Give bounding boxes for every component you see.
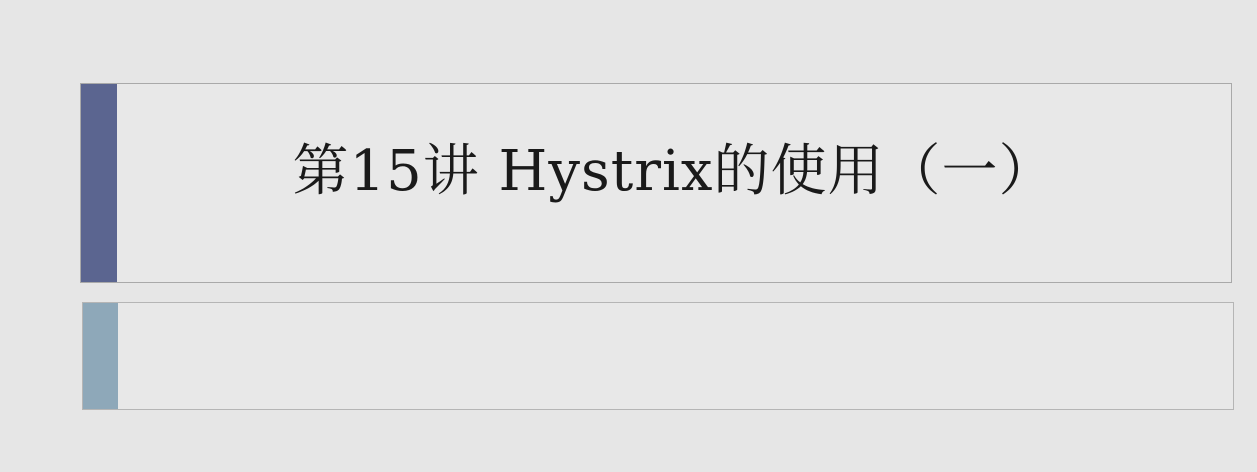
slide-title: 第15讲 Hystrix的使用（一） bbox=[292, 139, 1056, 204]
subtitle-accent-bar bbox=[83, 303, 118, 409]
title-accent-bar bbox=[81, 84, 117, 282]
title-placeholder bbox=[80, 83, 1232, 283]
subtitle-placeholder bbox=[82, 302, 1234, 410]
